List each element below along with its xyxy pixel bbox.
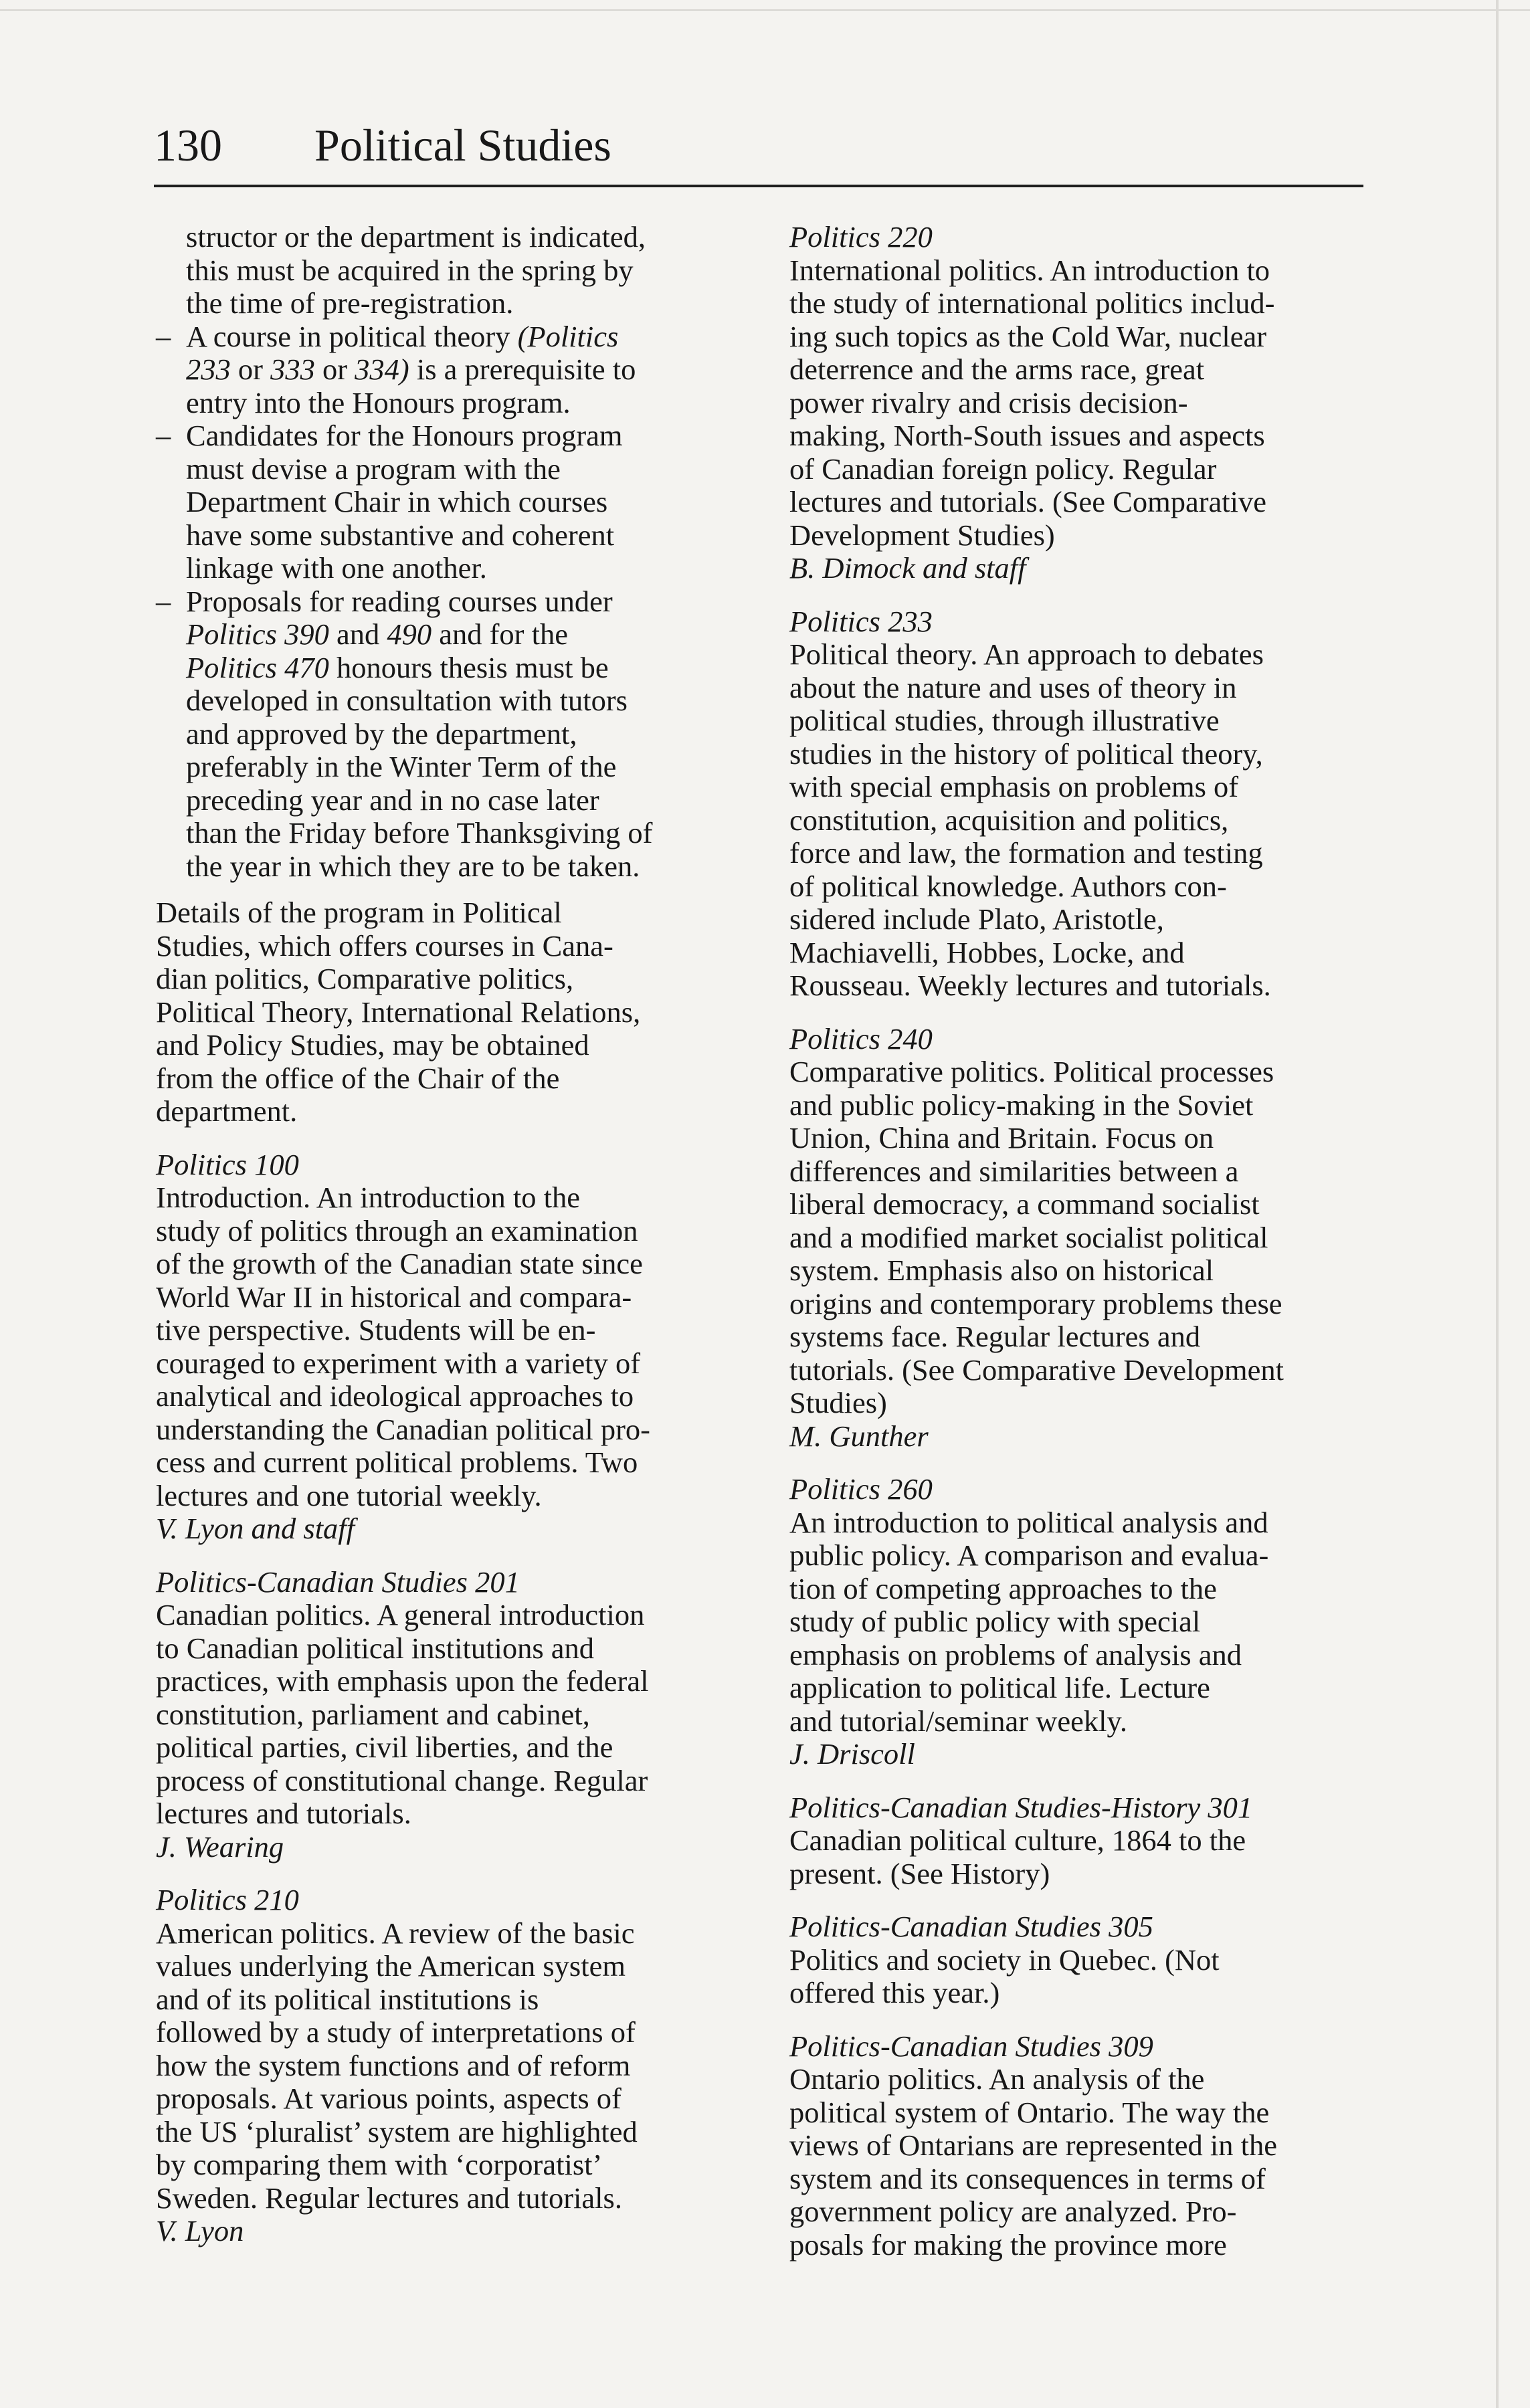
text-line [156,651,738,685]
running-title: Political Studies [314,120,611,171]
text-line: preferably in the Winter Term of the [186,750,617,783]
text-line: developed in consultation with tutors [186,684,628,717]
course-ref: (Politics [517,319,619,353]
course-description-line: proposals. At various points, aspects of [156,2082,621,2115]
intro-continuation [156,221,738,320]
course-description-line: constitution, parliament and cabinet, [156,1697,590,1731]
text-line [156,419,738,453]
course-description-line: of the growth of the Canadian state since [156,1247,643,1280]
text-line: department. [156,1094,298,1128]
text-fragment: or [230,353,271,386]
dash-bullet: – [156,319,171,353]
course-description-line: by comparing them with ‘corporatist’ [156,2148,603,2181]
course-description-line: Introduction. An introduction to the [156,1181,581,1214]
course-entry [789,605,1378,1003]
text-fragment: or [314,353,355,386]
text-fragment: Candidates for the Honours program [186,419,623,452]
course-description-line: Studies) [789,1386,887,1419]
text-line: from the office of the Chair of the [156,1061,560,1095]
course-ref: 334) [355,353,409,386]
course-title: Politics-Canadian Studies 309 [789,2029,1153,2063]
course-description-line: liberal democracy, a command socialist [789,1187,1260,1221]
course-description-line: force and law, the formation and testing [789,836,1263,870]
page-number: 130 [154,120,222,171]
course-description-line: analytical and ideological approaches to [156,1379,634,1413]
page-header [154,115,1358,175]
course-description-line: systems face. Regular lectures and [789,1320,1201,1353]
course-entry [789,2030,1378,2262]
text-line: entry into the Honours program. [186,385,571,419]
course-description-line: emphasis on problems of analysis and [789,1637,1242,1672]
header-rule [154,185,1363,187]
text-line: linkage with one another. [186,551,487,585]
course-description-line: power rivalry and crisis decision- [789,385,1188,419]
course-description-line: World War II in historical and compara- [156,1280,632,1314]
course-list-right [789,221,1378,2262]
text-line: have some substantive and coherent [186,518,615,552]
scan-edge-top [0,9,1530,11]
course-description-line: and tutorial/seminar weekly. [789,1704,1127,1738]
text-line: this must be acquired in the spring by [186,253,634,287]
course-description-line: Sweden. Regular lectures and tutorials. [156,2181,622,2215]
course-description-line: Canadian politics. A general introduction [156,1598,645,1631]
course-description-line: lectures and tutorials. [156,1797,411,1830]
course-description-line: and a modified market socialist political [789,1220,1268,1254]
scan-edge-right [1496,0,1499,2408]
course-entry [156,1566,738,1864]
course-description-line: Ontario politics. An analysis of the [789,2062,1205,2096]
course-description-line: study of politics through an examination [156,1213,638,1247]
course-instructor: M. Gunther [789,1419,929,1453]
spacer [789,2010,1378,2030]
text-fragment: honours thesis must be [328,650,609,684]
spacer [156,1546,738,1566]
bullet-item [156,585,738,884]
course-description-line: Canadian political culture, 1864 to the [789,1823,1246,1857]
course-description-line: political studies, through illustrative [789,704,1220,737]
course-description-line: making, North-South issues and aspects [789,419,1265,452]
course-description-line: International politics. An introduction to [789,253,1270,287]
course-title: Politics 240 [789,1021,933,1056]
course-description-line: followed by a study of interpretations of [156,2015,636,2049]
text-fragment: and [328,617,387,651]
spacer [789,1003,1378,1023]
course-entry [789,1023,1378,1453]
course-description-line: study of public policy with special [789,1605,1201,1638]
text-line: the year in which they are to be taken. [186,849,640,883]
text-line: Studies, which offers courses in Cana- [156,928,613,963]
text-line: structor or the department is indicated, [186,220,646,254]
course-title: Politics 220 [789,220,933,254]
text-line [156,618,738,651]
course-description-line: Union, China and Britain. Focus on [789,1121,1214,1155]
text-fragment: is a prerequisite to [409,353,636,386]
course-description-line: the study of international politics includ- [789,286,1275,320]
course-description-line: tive perspective. Students will be en- [156,1313,596,1346]
text-line [156,353,738,387]
course-description-line: present. (See History) [789,1856,1050,1890]
course-instructor: J. Driscoll [789,1737,915,1771]
spacer [789,1453,1378,1473]
course-description-line: government policy are analyzed. Pro- [789,2195,1237,2228]
text-line: preceding year and in no case later [186,783,599,817]
dash-bullet: – [156,584,171,618]
course-description-line: and of its political institutions is [156,1982,539,2016]
course-description-line: cess and current political problems. Two [156,1445,638,1479]
program-details [156,896,738,1128]
course-entry [789,1910,1378,2010]
course-description-line: system and its consequences in terms of [789,2161,1266,2195]
course-description-line: views of Ontarians are represented in the [789,2128,1278,2162]
course-description-line: lectures and tutorials. (See Comparative [789,485,1266,518]
course-description-line: political parties, civil liberties, and the [156,1730,613,1764]
course-description-line: how the system functions and of reform [156,2048,631,2082]
course-description-line: deterrence and the arms race, great [789,353,1205,386]
text-line: and approved by the department, [186,716,577,750]
course-title: Politics 233 [789,604,933,638]
text-line: Department Chair in which courses [186,485,608,518]
course-description-line: about the nature and uses of theory in [789,670,1237,704]
course-description-line: with special emphasis on problems of [789,770,1239,803]
course-description-line: ing such topics as the Cold War, nuclear [789,319,1267,353]
course-description-line: practices, with emphasis upon the federal [156,1664,649,1698]
left-column [156,221,738,2248]
course-description-line: An introduction to political analysis and [789,1505,1268,1539]
right-column [789,221,1378,2262]
course-description-line: tutorials. (See Comparative Development [789,1352,1284,1387]
course-description-line: American politics. A review of the basic [156,1916,635,1950]
course-instructor: B. Dimock and staff [789,551,1026,585]
bullet-item [156,419,738,585]
course-list-left [156,1128,738,2248]
course-description-line: political system of Ontario. The way the [789,2095,1270,2129]
course-description-line: origins and contemporary problems these [789,1286,1282,1320]
course-title: Politics-Canadian Studies 201 [156,1565,520,1599]
text-line: than the Friday before Thanksgiving of [186,816,653,849]
course-description-line: process of constitutional change. Regular [156,1763,648,1797]
course-entry [789,1791,1378,1891]
bullet-item [156,320,738,420]
course-description-line: differences and similarities between a [789,1154,1239,1188]
text-line: Political Theory, International Relations, [156,995,641,1029]
text-line: must devise a program with the [186,452,561,486]
course-description-line: system. Emphasis also on historical [789,1253,1214,1287]
course-entry [789,1473,1378,1771]
course-ref: 233 [186,353,231,386]
course-description-line: posals for making the province more [789,2227,1227,2262]
course-description-line: of political knowledge. Authors con- [789,869,1227,903]
course-ref: Politics 390 [186,617,329,651]
spacer [789,1771,1378,1791]
text-line: and Policy Studies, may be obtained [156,1028,589,1062]
course-entry [156,1884,738,2248]
course-ref: 333 [270,353,315,386]
course-instructor: V. Lyon [156,2214,244,2247]
spacer [789,1890,1378,1910]
spacer [156,883,738,896]
course-description-line: understanding the Canadian political pro- [156,1412,650,1446]
text-fragment: and for the [432,617,568,651]
text-line: dian politics, Comparative politics, [156,962,574,995]
course-title: Politics-Canadian Studies 305 [789,1910,1153,1943]
course-title: Politics-Canadian Studies-History 301 [789,1790,1253,1824]
text-fragment: Proposals for reading courses under [186,584,613,618]
course-description-line: values underlying the American system [156,1949,626,1983]
course-title: Politics 210 [156,1883,299,1916]
course-description-line: tion of competing approaches to the [789,1571,1217,1605]
course-title: Politics 260 [789,1472,933,1506]
course-entry [789,221,1378,585]
course-description-line: Politics and society in Quebec. (Not [789,1942,1220,1977]
course-description-line: application to political life. Lecture [789,1671,1210,1704]
text-line: the time of pre-registration. [186,286,514,320]
course-description-line: Development Studies) [789,518,1055,552]
course-description-line: Comparative politics. Political processes [789,1055,1274,1088]
course-title: Politics 100 [156,1147,299,1181]
course-description-line: to Canadian political institutions and [156,1631,595,1665]
course-description-line: and public policy-making in the Soviet [789,1088,1254,1122]
spacer [156,1128,738,1148]
course-ref: 490 [387,617,432,651]
text-fragment: A course in political theory [186,319,518,353]
text-line [156,320,738,354]
course-description-line: couraged to experiment with a variety of [156,1346,641,1380]
course-description-line: Rousseau. Weekly lectures and tutorials. [789,969,1271,1002]
course-instructor: J. Wearing [156,1829,284,1864]
course-description-line: Political theory. An approach to debates [789,637,1264,671]
course-description-line: Machiavelli, Hobbes, Locke, and [789,935,1185,969]
course-entry [156,1148,738,1546]
course-description-line: offered this year.) [789,1976,1000,2009]
course-description-line: constitution, acquisition and politics, [789,803,1229,837]
course-description-line: studies in the history of political theory, [789,736,1263,771]
text-line [156,585,738,619]
text-line: Details of the program in Political [156,896,562,929]
course-description-line: the US ‘pluralist’ system are highlighted [156,2114,638,2148]
spacer [156,1864,738,1884]
course-ref: Politics 470 [186,650,329,684]
spacer [789,585,1378,605]
course-description-line: lectures and one tutorial weekly. [156,1478,542,1512]
course-description-line: public policy. A comparison and evalua- [789,1538,1269,1572]
course-description-line: sidered include Plato, Aristotle, [789,902,1164,936]
dash-bullet: – [156,419,171,452]
course-description-line: of Canadian foreign policy. Regular [789,452,1217,486]
course-instructor: V. Lyon and staff [156,1512,355,1545]
